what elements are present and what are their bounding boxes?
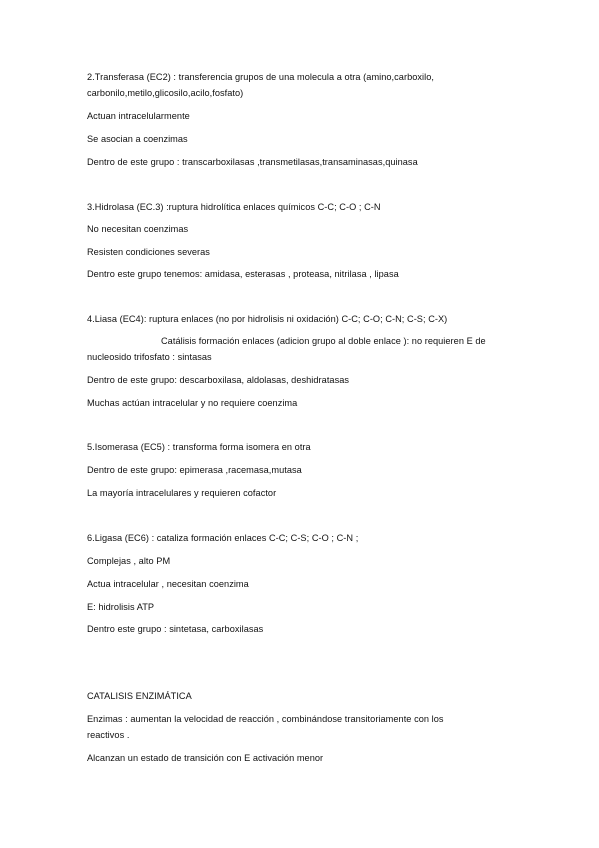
liasa-catalysis-line-2: nucleosido trifosfato : sintasas <box>87 352 212 362</box>
isomerasa-point: La mayoría intracelulares y requieren cofactor <box>87 488 277 498</box>
catalisis-line-1: Enzimas : aumentan la velocidad de reacción , combinándose transitoriamente con los <box>87 714 444 724</box>
liasa-heading: 4.Liasa (EC4): ruptura enlaces (no por hidrolisis ni oxidación) C-C; C-O; C-N; C-S; C-X) <box>87 314 448 324</box>
ligasa-point: Actua intracelular , necesitan coenzima <box>87 579 249 589</box>
transferasa-examples: Dentro de este grupo : transcarboxilasas ,transmetilasas,transaminasas,quinasa <box>87 157 418 167</box>
hidrolasa-point: Resisten condiciones severas <box>87 247 210 257</box>
isomerasa-heading: 5.Isomerasa (EC5) : transforma forma isomera en otra <box>87 442 311 452</box>
ligasa-examples: Dentro este grupo : sintetasa, carboxilasas <box>87 624 264 634</box>
hidrolasa-point: No necesitan coenzimas <box>87 224 189 234</box>
catalisis-line-2: reactivos . <box>87 730 130 740</box>
hidrolasa-examples: Dentro este grupo tenemos: amidasa, esterasas , proteasa, nitrilasa , lipasa <box>87 269 399 279</box>
liasa-point: Muchas actúan intracelular y no requiere coenzima <box>87 398 298 408</box>
ligasa-point: Complejas , alto PM <box>87 556 171 566</box>
transferasa-heading-line-2: carbonilo,metilo,glicosilo,acilo,fosfato) <box>87 88 244 98</box>
catalisis-line-3: Alcanzan un estado de transición con E activación menor <box>87 753 324 763</box>
ligasa-heading: 6.Ligasa (EC6) : cataliza formación enlaces C-C; C-S; C-O ; C-N ; <box>87 533 359 543</box>
catalisis-heading: CATALISIS ENZIMÁTICA <box>87 691 192 701</box>
isomerasa-examples: Dentro de este grupo: epimerasa ,racemasa,mutasa <box>87 465 302 475</box>
liasa-catalysis-line-1: Catálisis formación enlaces (adicion grupo al doble enlace ): no requieren E de <box>161 336 486 346</box>
liasa-examples: Dentro de este grupo: descarboxilasa, aldolasas, deshidratasas <box>87 375 350 385</box>
hidrolasa-heading: 3.Hidrolasa (EC.3) :ruptura hidrolítica enlaces químicos C-C; C-O ; C-N <box>87 202 381 212</box>
transferasa-point: Actuan intracelularmente <box>87 111 190 121</box>
transferasa-point: Se asocian a coenzimas <box>87 134 188 144</box>
transferasa-heading-line-1: 2.Transferasa (EC2) : transferencia grupos de una molecula a otra (amino,carboxilo, <box>87 72 434 82</box>
ligasa-point: E: hidrolisis ATP <box>87 602 155 612</box>
